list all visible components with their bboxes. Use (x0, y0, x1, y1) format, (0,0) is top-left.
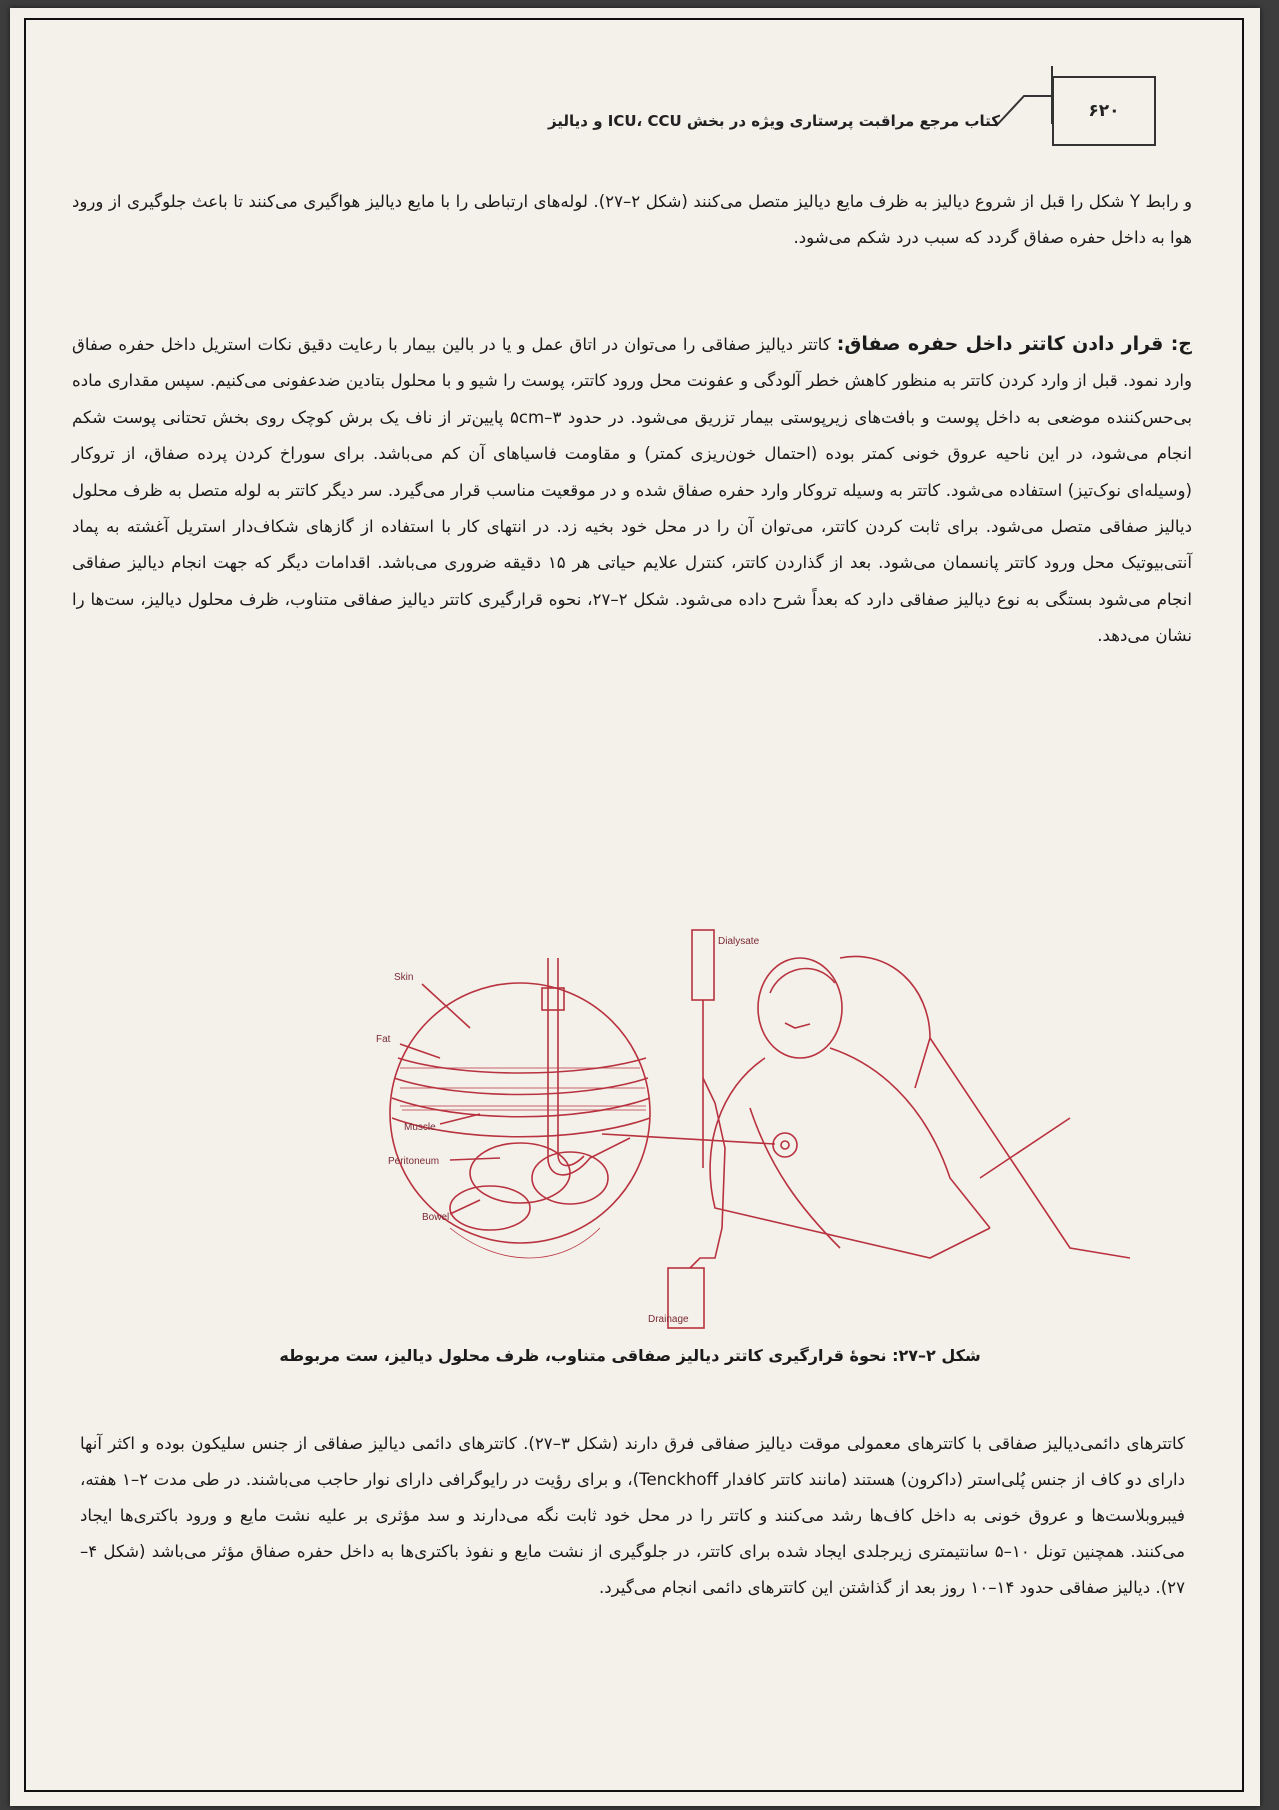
figure-peritoneal-dialysis (370, 928, 1130, 1332)
paragraph-intro: و رابط Y شکل را قبل از شروع دیالیز به ظرف مایع دیالیز متصل می‌کنند (شکل ۲–۲۷). لوله‌های ارتباطی را با مایع دیالیز هواگیری می‌کنند تا باعث جلوگیری از ورود هوا به داخل حفره صفاق گردد که سبب درد شکم می‌شود. (72, 192, 1192, 247)
label-bowel: Bowel (422, 1212, 450, 1223)
label-muscle: Muscle (404, 1122, 436, 1133)
page-number-text: ۶۲۰ (1088, 101, 1120, 121)
page-number (1052, 76, 1156, 146)
figure-illustration (370, 928, 1130, 1332)
label-drainage: Drainage (648, 1314, 689, 1325)
book-page (10, 8, 1260, 1806)
section-body: کاتتر دیالیز صفاقی را می‌توان در اتاق عمل و یا در بالین بیمار با رعایت دقیق نکات استریل داخل حفره صفاق وارد نمود. قبل از وارد کردن کاتتر به منظور کاهش خطر آلودگی و عفونت محل ورود کاتتر، پوست را شیو و با محلول بتادین ضدعفونی می‌کنیم. سپس مقداری ماده بی‌حس‌کننده موضعی به داخل پوست و بافت‌های زیرپوستی بیمار تزریق می‌شود. در حدود ۳–۵cm پایین‌تر از ناف یک برش کوچک روی بخش تحتانی پوست شکم انجام می‌شود، در این ناحیه عروق خونی کمتر بوده (احتمال خون‌ریزی کمتر) و مقاومت فاسیاهای آن کم می‌باشد. برای سوراخ کردن پرده صفاق، از تروکار (وسیله‌ای نوک‌تیز) استفاده می‌شود. کاتتر به وسیله تروکار وارد حفره صفاق شده و در موقعیت مناسب قرار می‌گیرد. سر دیگر کاتتر به لوله متصل به ظرف محلول دیالیز صفاقی متصل می‌شود. برای ثابت کردن کاتتر، می‌توان آن را در محل خود بخیه زد. در انتهای کار با استفاده از گازهای شکاف‌دار استریل آغشته به پماد آنتی‌بیوتیک محل ورود کاتتر پانسمان می‌شود. بعد از گذاردن کاتتر، کنترل علایم حیاتی هر ۱۵ دقیقه ضروری می‌باشد. اقدامات دیگر که جهت انجام دیالیز صفاقی انجام می‌شود بستگی به نوع دیالیز صفاقی دارد که بعداً شرح داده می‌شود. شکل ۲–۲۷، نحوه قرارگیری کاتتر دیالیز صفاقی متناوب، ظرف محلول دیالیز، ست‌ها را نشان می‌دهد. (72, 335, 1193, 646)
patient-head (758, 958, 842, 1058)
running-title: کتاب مرجع مراقبت پرستاری ویژه در بخش ICU، CCU و دیالیز (547, 112, 1000, 130)
paragraph-permanent-catheters: کاتترهای دائمی‌دیالیز صفاقی با کاتترهای معمولی موقت دیالیز صفاقی فرق دارند (شکل ۳–۲۷). کاتترهای دائمی دیالیز صفاقی از جنس سلیکون بوده و اکثر آنها دارای دو کاف از جنس پُلی‌استر (داکرون) هستند (مانند کاتتر کافدار Tenckhoff)، و برای رؤیت در رایوگرافی دارای نوار حاجب می‌باشند. در طی مدت ۲–۱ هفته، فیبروبلاست‌ها و عروق خونی به داخل کاف‌ها رشد می‌کنند و کاتتر را در محل خود ثابت نگه می‌دارند و سد مؤثری بر علیه نشت مایع و ورود باکتری‌ها ایجاد می‌کنند. همچنین تونل ۱۰–۵ سانتیمتری زیرجلدی ایجاد شده برای کاتتر، در جلوگیری از نشت مایع و نفوذ باکتری‌ها به داخل حفره صفاق مؤثر می‌باشد (شکل ۴–۲۷). دیالیز صفاقی حدود ۱۴–۱۰ روز بعد از گذاشتن این کاتترهای دائمی انجام می‌گیرد. (80, 1434, 1185, 1597)
label-dialysate: Dialysate (718, 936, 760, 947)
catheter-site-marker (773, 1133, 797, 1157)
paragraph-catheter-insertion (72, 326, 1192, 655)
header-divider-mark (994, 66, 1064, 156)
label-fat: Fat (376, 1034, 391, 1045)
label-peritoneum: Peritoneum (388, 1156, 440, 1167)
dialysate-bag (692, 930, 714, 1000)
label-skin: Skin (394, 972, 414, 983)
figure-caption: شکل ۲–۲۷: نحوهٔ قرارگیری کاتتر دیالیز صفاقی متناوب، ظرف محلول دیالیز، ست مربوطه (279, 1346, 981, 1365)
section-heading: ج: قرار دادن کاتتر داخل حفره صفاق: (836, 333, 1192, 355)
magnified-view-circle (390, 983, 650, 1243)
